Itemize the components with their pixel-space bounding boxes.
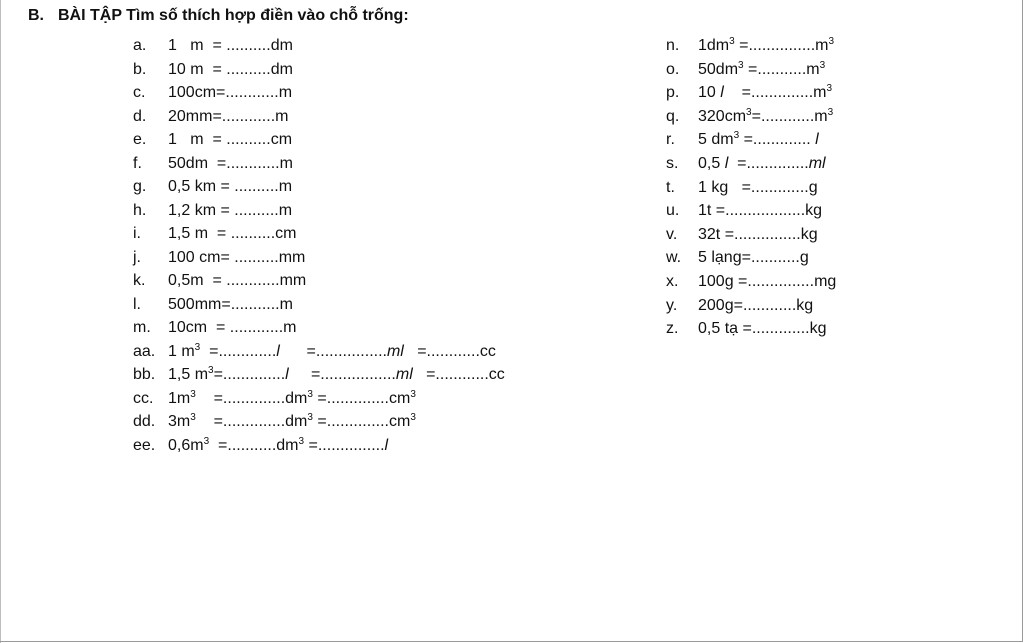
unit-italic: ml: [808, 155, 826, 172]
exponent: 3: [208, 365, 214, 376]
item-label: n.: [666, 37, 680, 54]
expression-text: 5 dm: [698, 131, 734, 149]
expression-text: =..............cm: [312, 413, 411, 430]
expression-text: 3m: [168, 413, 191, 430]
item-expression: [168, 246, 305, 270]
item-label: o.: [666, 60, 680, 78]
expression-text: 1 m = ..........cm: [168, 131, 293, 148]
item-label: y.: [666, 296, 678, 314]
exercise-title: BÀI TẬP Tìm số thích hợp điền vào chỗ trống:: [58, 7, 409, 24]
item-expression: [698, 246, 809, 270]
expression-text: 100g =...............mg: [698, 273, 837, 290]
item-expression: [168, 81, 292, 105]
exponent: 3: [190, 412, 196, 423]
item-label: dd.: [133, 413, 156, 430]
expression-text: 1dm: [698, 37, 730, 54]
item-expression: [168, 269, 306, 293]
unit-italic: l: [720, 84, 724, 102]
unit-italic: l: [724, 155, 729, 172]
exponent: 3: [307, 412, 313, 423]
unit-italic: l: [815, 131, 819, 149]
item-label: k.: [133, 272, 146, 289]
item-expression: [698, 81, 832, 105]
expression-text: 1,5 m = ..........cm: [168, 225, 297, 242]
item-expression: [698, 105, 833, 129]
unit-italic: l: [285, 366, 289, 383]
item-expression: [698, 58, 825, 82]
item-expression: [168, 34, 293, 58]
unit-italic: l: [384, 436, 389, 454]
item-label: q.: [666, 107, 680, 125]
expression-text: =...........dm: [209, 436, 299, 454]
item-expression: [168, 58, 293, 82]
expression-text: =............cc: [412, 366, 505, 383]
item-expression: [698, 294, 813, 318]
expression-text: =................: [279, 342, 387, 360]
expression-text: 1 kg =.............g: [698, 178, 818, 196]
item-label: cc.: [133, 389, 154, 407]
exponent: 3: [307, 388, 313, 400]
item-label: w.: [666, 249, 682, 267]
item-label: c.: [133, 84, 146, 101]
expression-text: 10cm = ............m: [168, 319, 297, 336]
item-expression: [168, 152, 293, 176]
expression-text: =............m: [751, 107, 828, 125]
exponent: 3: [738, 59, 744, 71]
expression-text: 32t =...............kg: [698, 225, 818, 243]
expression-text: 1 m = ..........dm: [168, 37, 293, 54]
unit-italic: l: [276, 342, 280, 360]
item-label: x.: [666, 273, 679, 290]
expression-text: 320cm: [698, 107, 747, 125]
expression-text: 5 lạng=...........g: [698, 249, 809, 267]
item-label: l.: [133, 295, 141, 313]
expression-text: 10: [698, 84, 721, 102]
item-label: s.: [666, 155, 679, 172]
exponent: 3: [410, 412, 416, 423]
item-label: i.: [133, 225, 141, 242]
expression-text: =..............cm: [312, 389, 411, 407]
section-label: B.: [28, 7, 44, 24]
expression-text: =...............m: [734, 37, 829, 54]
expression-text: =..............: [728, 155, 809, 172]
item-label: f.: [133, 154, 142, 172]
exponent: 3: [190, 388, 196, 400]
exponent: 3: [729, 36, 735, 47]
expression-text: 1,2 km = ..........m: [168, 201, 293, 219]
expression-text: =............cc: [403, 342, 496, 360]
item-expression: [168, 410, 416, 434]
item-label: j.: [133, 248, 141, 266]
item-expression: [168, 316, 296, 340]
item-label: b.: [133, 60, 147, 78]
item-label: r.: [666, 131, 675, 149]
item-label: m.: [133, 319, 151, 336]
expression-text: =.................: [288, 366, 396, 383]
item-expression: [168, 222, 296, 246]
exercise-heading: [28, 7, 409, 25]
expression-text: =..............dm: [195, 389, 308, 407]
item-expression: [698, 223, 818, 247]
exponent: 3: [826, 83, 833, 95]
expression-text: 500mm=...........m: [168, 295, 293, 313]
item-label: d.: [133, 107, 147, 125]
item-label: a.: [133, 37, 147, 54]
expression-text: =..............dm: [195, 413, 308, 430]
item-label: p.: [666, 84, 680, 102]
expression-text: =.............: [739, 131, 816, 149]
item-expression: [168, 105, 288, 129]
expression-text: 0,5: [698, 155, 725, 172]
item-label: aa.: [133, 342, 156, 360]
item-label: v.: [666, 225, 678, 243]
expression-text: =...........m: [743, 60, 820, 78]
expression-text: 10 m = ..........dm: [168, 60, 293, 78]
exponent: 3: [194, 341, 201, 353]
item-expression: [698, 128, 819, 152]
expression-text: 20mm=............m: [168, 107, 289, 125]
item-expression: [698, 270, 836, 294]
exponent: 3: [819, 59, 826, 71]
expression-text: 50dm =............m: [168, 154, 293, 172]
item-expression: [698, 152, 826, 176]
exponent: 3: [827, 106, 834, 118]
expression-text: 1m: [168, 389, 191, 407]
item-expression: [698, 176, 818, 200]
expression-text: 0,5 tạ =.............kg: [698, 320, 827, 338]
item-expression: [168, 434, 388, 458]
expression-text: 1t =..................kg: [698, 202, 823, 220]
expression-text: 0,6m: [168, 436, 204, 454]
item-expression: [168, 199, 292, 223]
exponent: 3: [746, 106, 752, 118]
expression-text: 0,5m = ............mm: [168, 272, 307, 289]
expression-text: 0,5 km = ..........m: [168, 178, 293, 195]
exponent: 3: [828, 36, 835, 47]
item-label: bb.: [133, 366, 156, 383]
expression-text: 100 cm= ..........mm: [168, 248, 306, 266]
expression-text: =..............: [213, 366, 286, 383]
item-label: ee.: [133, 436, 156, 454]
expression-text: 200g=............kg: [698, 296, 814, 314]
exponent: 3: [733, 130, 740, 142]
item-expression: [168, 293, 293, 317]
item-expression: [698, 317, 827, 341]
item-label: u.: [666, 202, 680, 220]
unit-italic: ml: [395, 366, 413, 383]
exponent: 3: [410, 388, 416, 400]
expression-text: =..............m: [723, 84, 827, 102]
expression-text: 1,5 m: [168, 366, 209, 383]
item-label: g.: [133, 178, 147, 195]
exponent: 3: [298, 435, 305, 447]
item-expression: [698, 199, 822, 223]
item-expression: [168, 175, 292, 199]
item-expression: [168, 128, 292, 152]
item-label: t.: [666, 178, 675, 196]
item-label: z.: [666, 320, 679, 338]
item-expression: [168, 363, 505, 387]
item-expression: [168, 387, 416, 411]
item-expression: [168, 340, 496, 364]
expression-text: =.............: [200, 342, 277, 360]
expression-text: 100cm=............m: [168, 84, 293, 101]
item-expression: [698, 34, 834, 58]
item-label: e.: [133, 131, 147, 148]
unit-italic: ml: [386, 342, 404, 360]
exponent: 3: [203, 435, 210, 447]
item-label: h.: [133, 201, 147, 219]
expression-text: 50dm: [698, 60, 739, 78]
expression-text: =...............: [304, 436, 385, 454]
expression-text: 1 m: [168, 342, 195, 360]
